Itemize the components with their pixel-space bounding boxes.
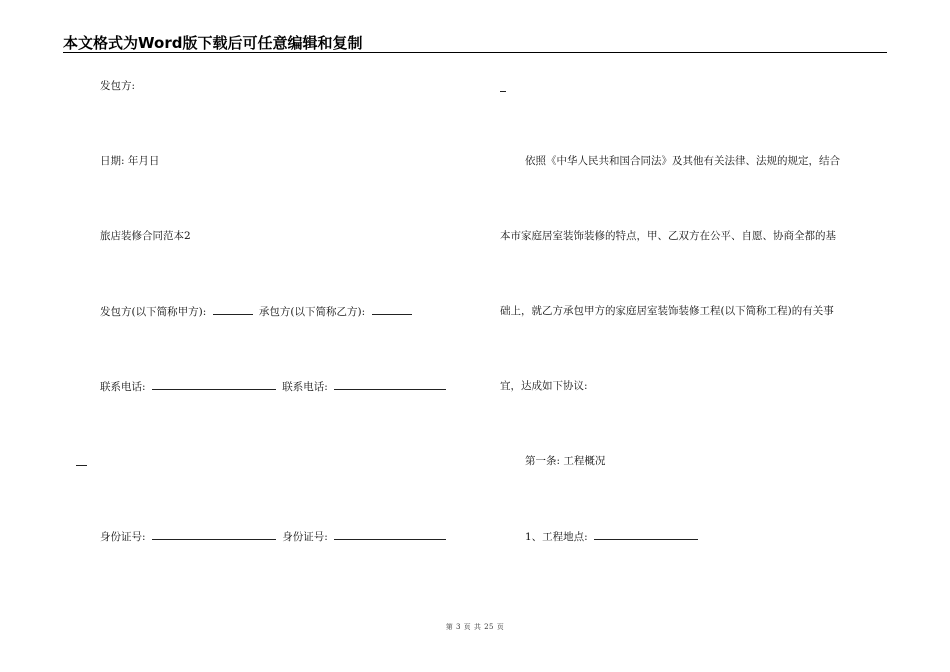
stray-dash-right (500, 91, 506, 92)
employer-label: 发包方: (100, 80, 136, 92)
id-label-b: 身份证号: (282, 531, 328, 543)
parties-line (100, 304, 412, 319)
contractor-party-blank (372, 304, 412, 315)
contractor-party-label: 承包方(以下简称乙方): (258, 306, 366, 318)
paragraph-line-2: 本市家庭居室装饰装修的特点，甲、乙双方在公平、自愿、协商全都的基 (500, 230, 836, 242)
paragraph-line-3: 础上，就乙方承包甲方的家庭居室装饰装修工程(以下简称工程)的有关事 (500, 305, 834, 317)
site-line (525, 529, 698, 544)
contract-title: 旅店装修合同范本2 (100, 230, 191, 242)
phone-label-b: 联系电话: (282, 381, 328, 393)
id-line (100, 529, 446, 544)
paragraph-line-4: 宜，达成如下协议: (500, 380, 588, 392)
phone-label-a: 联系电话: (100, 381, 146, 393)
paragraph-line-1: 依照《中华人民共和国合同法》及其他有关法律、法规的规定，结合 (525, 155, 840, 167)
id-label-a: 身份证号: (100, 531, 146, 543)
phone-line (100, 379, 446, 394)
phone-blank-b (334, 379, 446, 390)
page-header-title: 本文格式为Word版下载后可任意编辑和复制 (63, 34, 363, 52)
id-blank-b (334, 529, 446, 540)
page-number-footer: 第 3 页 共 25 页 (445, 623, 505, 631)
header-divider (63, 52, 887, 53)
employer-party-blank (213, 304, 253, 315)
article-one-heading: 第一条: 工程概况 (525, 455, 606, 467)
employer-party-label: 发包方(以下简称甲方): (100, 306, 207, 318)
date-label: 日期: 年月日 (100, 155, 160, 167)
stray-dash-left (76, 465, 87, 466)
site-label: 1、工程地点: (525, 531, 588, 543)
site-blank (594, 529, 698, 540)
id-blank-a (152, 529, 276, 540)
phone-blank-a (152, 379, 276, 390)
